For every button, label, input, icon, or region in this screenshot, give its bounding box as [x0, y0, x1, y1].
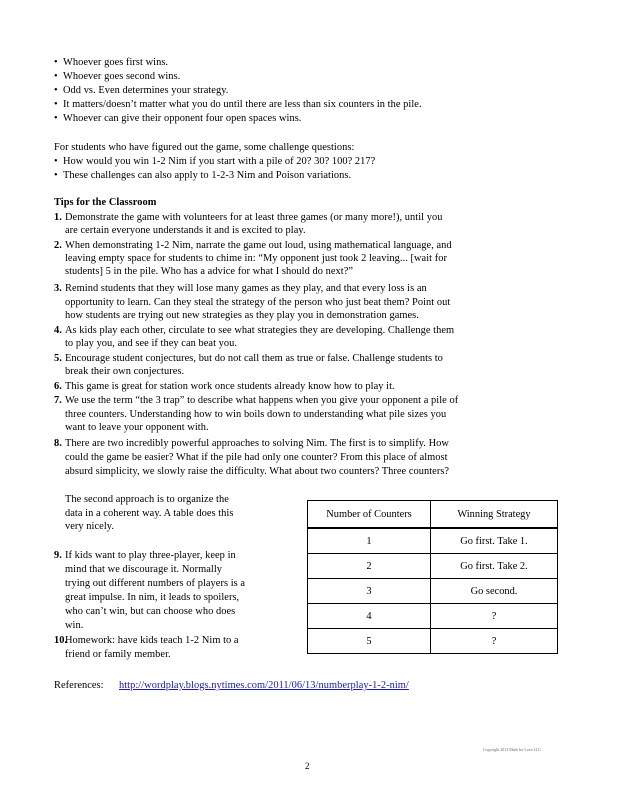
tip-line: There are two incredibly powerful approaches to solving Nim. The first is to simplify. How	[65, 438, 449, 449]
tip-number: 1.	[54, 212, 62, 223]
tip-number: 9.	[54, 550, 62, 561]
tip-line: how students are trying out new strategies as they play you in demonstration games.	[65, 310, 419, 321]
table-row	[308, 528, 558, 554]
tip-number: 3.	[54, 283, 62, 294]
tip-line: mind that we discourage it. Normally	[65, 564, 223, 575]
tip-line: three counters. Understanding how to win boils down to understanding what pile sizes you	[65, 409, 447, 420]
tip-line: are certain everyone understands it and is excited to play.	[65, 225, 306, 236]
table-cell-counters: 5	[308, 629, 431, 654]
tips-heading: Tips for the Classroom	[54, 197, 157, 208]
second-approach-line: data in a coherent way. A table does this	[65, 508, 234, 519]
tip-number: 8.	[54, 438, 62, 449]
bullet: •	[54, 113, 58, 124]
win-rule: Whoever goes second wins.	[63, 71, 181, 82]
tip-line: opportunity to learn. Can they steal the strategy of the person who just beat them? Point out	[65, 297, 451, 308]
table-row	[308, 629, 558, 654]
table-header-row	[308, 501, 558, 529]
tip-line: win.	[65, 620, 84, 631]
win-rule: Whoever goes first wins.	[63, 57, 169, 68]
bullet: •	[54, 170, 58, 181]
table-row	[308, 604, 558, 629]
challenge-item: These challenges can also apply to 1-2-3 Nim and Poison variations.	[63, 170, 352, 181]
win-rule: It matters/doesn’t matter what you do until there are less than six counters in the pile.	[63, 99, 422, 110]
tip-line: to play you, and see if they can beat you.	[65, 338, 238, 349]
tip-number: 10.	[54, 635, 67, 646]
tip-line: friend or family member.	[65, 649, 171, 660]
bullet: •	[54, 85, 58, 96]
table-cell-strategy: ?	[431, 629, 558, 654]
table-row	[308, 579, 558, 604]
challenge-intro: For students who have figured out the game, some challenge questions:	[54, 142, 355, 153]
win-rule: Whoever can give their opponent four open spaces wins.	[63, 113, 302, 124]
tip-number: 2.	[54, 240, 62, 251]
tip-number: 4.	[54, 325, 62, 336]
table-cell-counters: 4	[308, 604, 431, 629]
references-label: References:	[54, 680, 104, 691]
tip-line: students] 5 in the pile. Who has a advice for what I should do next?”	[65, 266, 354, 277]
table-row	[308, 554, 558, 579]
table-cell-strategy: Go first. Take 1.	[431, 528, 558, 554]
tip-number: 7.	[54, 395, 62, 406]
table-cell-strategy: ?	[431, 604, 558, 629]
tip-number: 6.	[54, 381, 62, 392]
bullet: •	[54, 57, 58, 68]
tip-line: When demonstrating 1-2 Nim, narrate the game out loud, using mathematical language, and	[65, 240, 452, 251]
tip-number: 5.	[54, 353, 62, 364]
tip-line: We use the term “the 3 trap” to describe what happens when you give your opponent a pile of	[65, 395, 459, 406]
table-header-counters: Number of Counters	[308, 501, 431, 529]
bullet: •	[54, 71, 58, 82]
page-number: 2	[305, 761, 310, 771]
tip-line: Encourage student conjectures, but do not call them as true or false. Challenge students to	[65, 353, 443, 364]
second-approach-line: The second approach is to organize the	[65, 494, 229, 505]
table-cell-strategy: Go second.	[431, 579, 558, 604]
tip-line: want to leave your opponent with.	[65, 422, 209, 433]
table-cell-counters: 2	[308, 554, 431, 579]
tip-line: absurd simplicity, we slowly raise the difficulty. What about two counters? Three counters?	[65, 466, 450, 477]
table-header-strategy: Winning Strategy	[431, 501, 558, 529]
table-cell-counters: 1	[308, 528, 431, 554]
tip-line: trying out different numbers of players is a	[65, 578, 246, 589]
bullet: •	[54, 99, 58, 110]
tip-line: leaving empty space for students to chime in: “My opponent just took 2 leaving... [wait for	[65, 253, 447, 264]
winning-strategy-table	[307, 500, 558, 654]
second-approach-line: very nicely.	[65, 521, 114, 532]
copyright-footer: Copyright 2013 Math for Love LLC	[483, 747, 542, 752]
tip-line: great impulse. In nim, it leads to spoilers,	[65, 592, 240, 603]
tip-line: Homework: have kids teach 1-2 Nim to a	[65, 635, 239, 646]
table-cell-strategy: Go first. Take 2.	[431, 554, 558, 579]
tip-line: This game is great for station work once students already know how to play it.	[65, 381, 395, 392]
tip-line: If kids want to play three-player, keep in	[65, 550, 236, 561]
tip-line: As kids play each other, circulate to see what strategies they are developing. Challenge them	[65, 325, 455, 336]
bullet: •	[54, 156, 58, 167]
win-rule: Odd vs. Even determines your strategy.	[63, 85, 229, 96]
tip-line: who can’t win, but can choose who does	[65, 606, 236, 617]
tip-line: Remind students that they will lose many games as they play, and that every loss is an	[65, 283, 427, 294]
tip-line: break their own conjectures.	[65, 366, 185, 377]
tip-line: Demonstrate the game with volunteers for at least three games (or many more!), until you	[65, 212, 443, 223]
table-cell-counters: 3	[308, 579, 431, 604]
references-link[interactable]: http://wordplay.blogs.nytimes.com/2011/06/13/numberplay-1-2-nim/	[119, 680, 409, 691]
challenge-item: How would you win 1-2 Nim if you start with a pile of 20? 30? 100? 217?	[63, 156, 376, 167]
tip-line: could the game be easier? What if the pile had only one counter? From this place of almost	[65, 452, 448, 463]
